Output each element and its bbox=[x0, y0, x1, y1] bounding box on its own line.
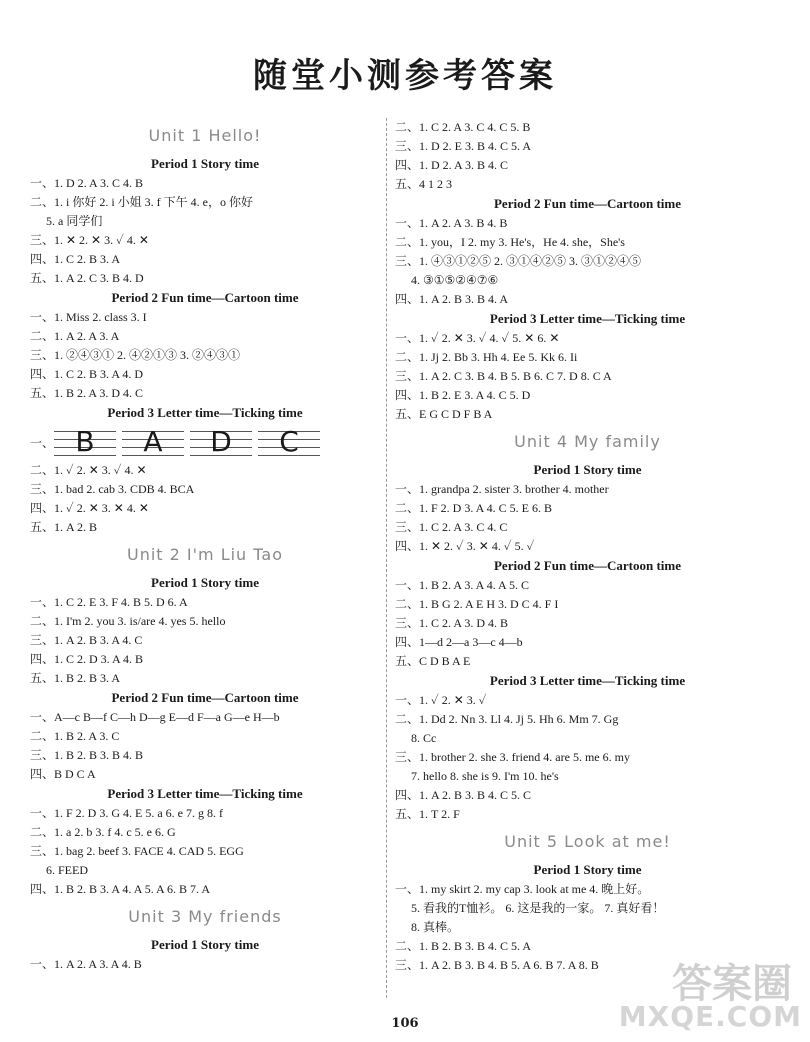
answer-line: 二、1. B 2. A 3. C bbox=[30, 729, 120, 743]
answer-line: 三、1. C 2. A 3. D 4. B bbox=[395, 616, 509, 630]
period-heading: Period 2 Fun time—Cartoon time bbox=[493, 196, 682, 211]
answer-line: 一、1. ✓ 2. ✕ 3. ✓ bbox=[395, 693, 487, 707]
unit-heading: Unit 3 My friends bbox=[128, 907, 282, 926]
answer-line: 四、B D C A bbox=[30, 767, 96, 781]
answer-line: 三、1. bag 2. beef 3. FACE 4. CAD 5. EGG bbox=[30, 844, 244, 858]
answer-line: 一、1. F 2. D 3. G 4. E 5. a 6. e 7. g 8. f bbox=[30, 806, 223, 820]
answer-line: 四、1. A 2. B 3. B 4. C 5. C bbox=[395, 788, 532, 802]
left-column bbox=[30, 118, 380, 974]
period-heading: Period 2 Fun time—Cartoon time bbox=[111, 290, 299, 305]
page-title: 随堂小测参考答案 bbox=[253, 56, 557, 96]
answer-line: 五、4 1 2 3 bbox=[395, 177, 453, 191]
answer-line: 四、1—d 2—a 3—c 4—b bbox=[395, 635, 523, 649]
answer-line: 8. 真棒。 bbox=[411, 920, 460, 934]
answer-line: 7. hello 8. she is 9. I'm 10. he's bbox=[411, 769, 559, 783]
letter-box bbox=[122, 427, 184, 457]
answer-line: 三、1. brother 2. she 3. friend 4. are 5. me 6. my bbox=[395, 750, 630, 764]
answer-line: 四、1. A 2. B 3. B 4. A bbox=[395, 292, 509, 306]
answer-line: 二、1. a 2. b 3. f 4. c 5. e 6. G bbox=[30, 825, 176, 839]
answer-line: 五、1. B 2. A 3. D 4. C bbox=[30, 386, 144, 400]
answer-line: 三、1. B 2. B 3. B 4. B bbox=[30, 748, 144, 762]
answer-line: 二、1. you，I 2. my 3. He's，He 4. she，She's bbox=[395, 235, 625, 249]
answer-line: 二、1. i 你好 2. i 小姐 3. f 下午 4. e，o 你好 bbox=[30, 195, 253, 209]
answer-line: 三、1. A 2. B 3. B 4. B 5. A 6. B 7. A 8. B bbox=[395, 958, 599, 972]
answer-line: 二、1. Dd 2. Nn 3. Ll 4. Jj 5. Hh 6. Mm 7. Gg bbox=[395, 712, 619, 726]
answer-line: 三、1. ④③①②⑤ 2. ③①④②⑤ 3. ③①②④⑤ bbox=[395, 254, 642, 268]
period-heading: Period 1 Story time bbox=[151, 575, 259, 590]
period-heading: Period 3 Letter time—Ticking time bbox=[107, 786, 303, 801]
answer-line: 二、1. B 2. B 3. B 4. C 5. A bbox=[395, 939, 532, 953]
answer-line: 四、1. ✕ 2. ✓ 3. ✕ 4. ✓ 5. ✓ bbox=[395, 539, 535, 553]
answer-line: 五、1. A 2. C 3. B 4. D bbox=[30, 271, 144, 285]
answer-line: 二、1. ✓ 2. ✕ 3. ✓ 4. ✕ bbox=[30, 463, 147, 477]
answer-line: 五、1. T 2. F bbox=[395, 807, 460, 821]
answer-line: 四、1. C 2. B 3. A bbox=[30, 252, 121, 266]
answer-line: 五、1. A 2. B bbox=[30, 520, 98, 534]
answer-line: 三、1. A 2. B 3. A 4. C bbox=[30, 633, 143, 647]
answer-line: 5. a 同学们 bbox=[46, 214, 103, 228]
answer-line: 一、1. Miss 2. class 3. I bbox=[30, 310, 147, 324]
answer-line: 三、1. bad 2. cab 3. CDB 4. BCA bbox=[30, 482, 195, 496]
answer-line: 4. ③①⑤②④⑦⑥ bbox=[411, 273, 499, 287]
answer-line: 三、1. ②④③① 2. ④②①③ 3. ②④③① bbox=[30, 348, 241, 362]
letter-writing-row bbox=[30, 423, 380, 461]
answer-line: 二、1. A 2. A 3. A bbox=[30, 329, 120, 343]
letter-glyph: A bbox=[143, 425, 163, 458]
letter-glyph: C bbox=[279, 425, 299, 458]
letter-box bbox=[258, 427, 320, 457]
answer-line: 一、1. B 2. A 3. A 4. A 5. C bbox=[395, 578, 530, 592]
answer-line: 一、1. A 2. A 3. B 4. B bbox=[395, 216, 508, 230]
answer-line: 三、1. C 2. A 3. C 4. C bbox=[395, 520, 508, 534]
answer-line: 一、1. C 2. E 3. F 4. B 5. D 6. A bbox=[30, 595, 188, 609]
watermark-url: MXQE.COM bbox=[618, 1000, 802, 1033]
period-heading: Period 1 Story time bbox=[533, 462, 642, 477]
answer-line: 四、1. B 2. B 3. A 4. A 5. A 6. B 7. A bbox=[30, 882, 211, 896]
answer-line: 一、1. D 2. A 3. C 4. B bbox=[30, 176, 144, 190]
period-heading: Period 2 Fun time—Cartoon time bbox=[493, 558, 682, 573]
period-heading: Period 3 Letter time—Ticking time bbox=[489, 673, 686, 688]
answer-line: 五、C D B A E bbox=[395, 654, 471, 668]
period-heading: Period 3 Letter time—Ticking time bbox=[489, 311, 686, 326]
answer-line: 四、1. B 2. E 3. A 4. C 5. D bbox=[395, 388, 531, 402]
answer-line: 二、1. B G 2. A E H 3. D C 4. F I bbox=[395, 597, 559, 611]
answer-line: 5. 看我的T恤衫。 6. 这是我的一家。 7. 真好看！ bbox=[411, 901, 665, 915]
letter-box bbox=[190, 427, 252, 457]
answer-line: 一、1. ✓ 2. ✕ 3. ✓ 4. ✓ 5. ✕ 6. ✕ bbox=[395, 331, 560, 345]
page-number: 106 bbox=[391, 1016, 419, 1031]
answer-line: 四、1. C 2. D 3. A 4. B bbox=[30, 652, 144, 666]
letter-glyph: B bbox=[75, 425, 95, 458]
watermark-logo bbox=[592, 952, 802, 1042]
answer-line: 五、1. B 2. B 3. A bbox=[30, 671, 121, 685]
unit-heading: Unit 5 Look at me! bbox=[504, 832, 671, 851]
unit-heading: Unit 1 Hello! bbox=[148, 126, 262, 145]
answer-line: 一、1. grandpa 2. sister 3. brother 4. mother bbox=[395, 482, 609, 496]
period-heading: Period 1 Story time bbox=[533, 862, 642, 877]
answer-line: 二、1. F 2. D 3. A 4. C 5. E 6. B bbox=[395, 501, 553, 515]
answer-line: 6. FEED bbox=[46, 863, 88, 877]
period-heading: Period 3 Letter time—Ticking time bbox=[107, 405, 303, 420]
column-divider bbox=[386, 118, 387, 998]
watermark-text: 答案圈 bbox=[672, 961, 792, 1007]
right-column bbox=[395, 118, 780, 975]
answer-line: 一、A—c B—f C—h D—g E—d F—a G—e H—b bbox=[30, 710, 280, 724]
answer-line: 三、1. ✕ 2. ✕ 3. ✓ 4. ✕ bbox=[30, 233, 149, 247]
answer-line: 二、1. Jj 2. Bb 3. Hh 4. Ee 5. Kk 6. Ii bbox=[395, 350, 578, 364]
answer-line: 一、1. my skirt 2. my cap 3. look at me 4. 晚上好。 bbox=[395, 882, 650, 896]
answer-line: 二、1. I'm 2. you 3. is/are 4. yes 5. hello bbox=[30, 614, 226, 628]
period-heading: Period 1 Story time bbox=[151, 937, 259, 952]
period-heading: Period 1 Story time bbox=[151, 156, 259, 171]
unit-heading: Unit 2 I'm Liu Tao bbox=[126, 545, 283, 564]
answer-line: 四、1. D 2. A 3. B 4. C bbox=[395, 158, 509, 172]
answer-line-label: 一、 bbox=[30, 435, 55, 450]
answer-line: 8. Cc bbox=[411, 731, 437, 745]
answer-line: 三、1. A 2. C 3. B 4. B 5. B 6. C 7. D 8. C A bbox=[395, 369, 612, 383]
answer-line: 五、E G C D F B A bbox=[395, 407, 493, 421]
answer-line: 四、1. ✓ 2. ✕ 3. ✕ 4. ✕ bbox=[30, 501, 149, 515]
period-heading: Period 2 Fun time—Cartoon time bbox=[111, 690, 299, 705]
answer-line: 一、1. A 2. A 3. A 4. B bbox=[30, 957, 142, 971]
answer-line: 三、1. D 2. E 3. B 4. C 5. A bbox=[395, 139, 532, 153]
letter-box bbox=[54, 427, 116, 457]
answer-line: 四、1. C 2. B 3. A 4. D bbox=[30, 367, 144, 381]
answer-line: 二、1. C 2. A 3. C 4. C 5. B bbox=[395, 120, 531, 134]
letter-glyph: D bbox=[210, 425, 232, 458]
unit-heading: Unit 4 My family bbox=[514, 432, 661, 451]
